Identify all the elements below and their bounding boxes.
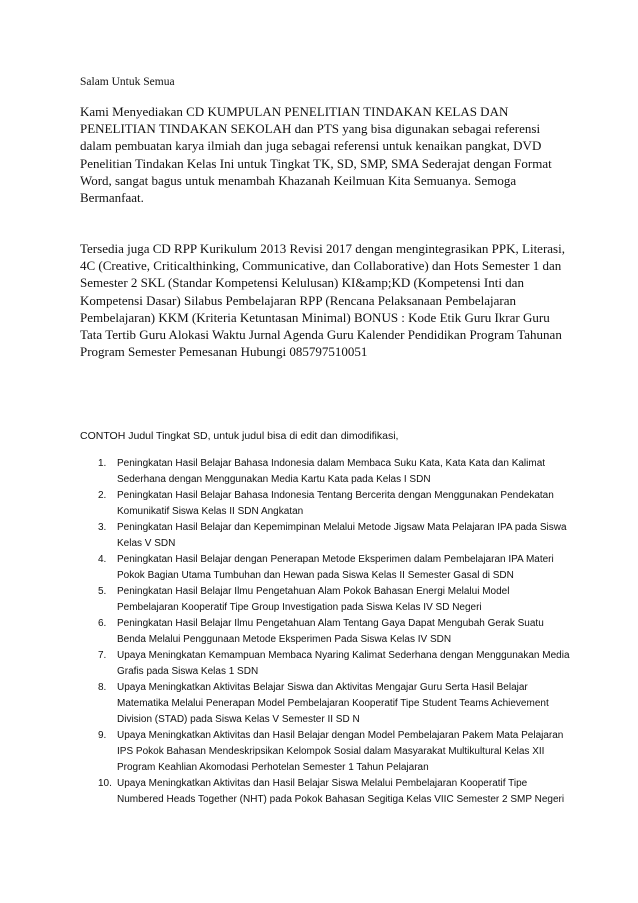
list-item bbox=[80, 616, 570, 648]
list-item-text: Upaya Meningkatkan Aktivitas Belajar Siswa dan Aktivitas Mengajar Guru Serta Hasil Belajar Matematika Melalui Penerapan Model Pembelajaran Kooperatif Tipe Student Teams Achievement Division (STAD) pada Siswa Kelas V Semester II SD N bbox=[117, 682, 549, 725]
list-item-text: Peningkatan Hasil Belajar dengan Penerapan Metode Eksperimen dalam Pembelajaran IPA Materi Pokok Bagian Utama Tumbuhan dan Hewan pada Siswa Kelas II Semester Gasal di SDN bbox=[117, 554, 554, 581]
list-item-text: Peningkatan Hasil Belajar dan Kepemimpinan Melalui Metode Jigsaw Mata Pelajaran IPA pada Siswa Kelas V SDN bbox=[117, 522, 567, 549]
list-item-text: Peningkatan Hasil Belajar Ilmu Pengetahuan Alam Pokok Bahasan Energi Melalui Model Pembelajaran Kooperatif Tipe Group Investigation pada Siswa Kelas IV SD Negeri bbox=[117, 586, 510, 613]
list-item-number: 8. bbox=[98, 682, 107, 693]
list-item bbox=[80, 520, 570, 552]
list-item-text: Peningkatan Hasil Belajar Bahasa Indonesia dalam Membaca Suku Kata, Kata Kata dan Kalimat Sederhana dengan Menggunakan Media Kartu Kata pada Kelas I SDN bbox=[117, 458, 546, 485]
list-item-number: 9. bbox=[98, 730, 107, 741]
list-item-text: Upaya Meningkatkan Aktivitas dan Hasil Belajar dengan Model Pembelajaran Pakem Mata Pelajaran IPS Pokok Bahasan Mendeskripsikan Kelompok Sosial dalam Masyarakat Multikultural Kelas XII Program Keahlian Akomodasi Perhotelan Semester 1 Tahun Pelajaran bbox=[117, 730, 564, 773]
list-item bbox=[80, 456, 570, 488]
list-item bbox=[80, 680, 570, 728]
list-item bbox=[80, 728, 570, 776]
list-item-text: Peningkatan Hasil Belajar Bahasa Indonesia Tentang Bercerita dengan Menggunakan Pendekatan Komunikatif Siswa Kelas II SDN Angkatan bbox=[117, 490, 554, 517]
list-item-number: 10. bbox=[98, 778, 112, 789]
list-item-number: 4. bbox=[98, 554, 107, 565]
intro-paragraph: Kami Menyediakan CD KUMPULAN PENELITIAN TINDAKAN KELAS DAN PENELITIAN TINDAKAN SEKOLAH dan PTS yang bisa digunakan sebagai referensi dalam pembuatan karya ilmiah dan juga sebagai referensi untuk kenaikan pangkat, DVD Penelitian Tindakan Kelas Ini untuk Tingkat TK, SD, SMP, SMA Sederajat dengan Format Word, sangat bagus untuk menambah Khazanah Keilmuan Kita Semuanya. Semoga Bermanfaat. bbox=[80, 104, 552, 206]
list-item-number: 3. bbox=[98, 522, 107, 533]
list-item-number: 2. bbox=[98, 490, 107, 501]
list-item bbox=[80, 776, 570, 808]
list-item bbox=[80, 584, 570, 616]
list-item-number: 1. bbox=[98, 458, 107, 469]
offer-paragraph: Tersedia juga CD RPP Kurikulum 2013 Revisi 2017 dengan mengintegrasikan PPK, Literasi, 4C (Creative, Criticalthinking, Communicative, dan Collaborative) dan Hots Semester 1 dan Semester 2 SKL (Standar Kompetensi Kelulusan) KI&amp;KD (Kompetensi Inti dan Kompetensi Dasar) Silabus Pembelajaran RPP (Rencana Pelaksanaan Pembelajaran Pembelajaran) KKM (Kriteria Ketuntasan Minimal) BONUS : Kode Etik Guru Ikrar Guru Tata Tertib Guru Alokasi Waktu Jurnal Agenda Guru Kalender Pendidikan Program Tahunan Program Semester Pemesanan Hubungi 085797510051 bbox=[80, 241, 565, 360]
list-item bbox=[80, 648, 570, 680]
list-intro: CONTOH Judul Tingkat SD, untuk judul bisa di edit dan dimodifikasi, bbox=[80, 430, 399, 442]
list-item-number: 5. bbox=[98, 586, 107, 597]
greeting: Salam Untuk Semua bbox=[80, 76, 175, 88]
title-list bbox=[80, 456, 570, 808]
list-item-number: 6. bbox=[98, 618, 107, 629]
list-item bbox=[80, 488, 570, 520]
list-item-number: 7. bbox=[98, 650, 107, 661]
list-item-text: Upaya Meningkatkan Aktivitas dan Hasil Belajar Siswa Melalui Pembelajaran Kooperatif Tipe Numbered Heads Together (NHT) pada Pokok Bahasan Segitiga Kelas VIIC Semester 2 SMP Negeri bbox=[117, 778, 565, 805]
list-item bbox=[80, 552, 570, 584]
list-item-text: Upaya Meningkatan Kemampuan Membaca Nyaring Kalimat Sederhana dengan Menggunakan Media Grafis pada Siswa Kelas 1 SDN bbox=[117, 650, 570, 677]
list-item-text: Peningkatan Hasil Belajar Ilmu Pengetahuan Alam Tentang Gaya Dapat Mengubah Gerak Suatu Benda Melalui Penggunaan Metode Eksperimen Pada Siswa Kelas IV SDN bbox=[117, 618, 544, 645]
